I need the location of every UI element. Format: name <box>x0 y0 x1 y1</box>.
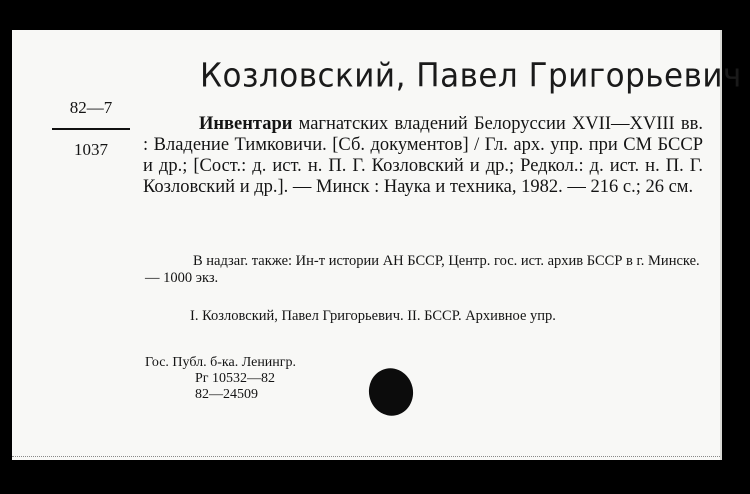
call-number-bottom: 1037 <box>74 140 108 159</box>
holding-library: Гос. Публ. б-ка. Ленингр. <box>145 355 297 370</box>
entry-body: магнатских владений Белоруссии XVII—XVIII вв. : Владение Тимковичи. [Сб. документов] / Гл. арх. упр. при СМ БССР и др.; [Сост.: д. ист. н. П. Г. Козловский и др.; Редкол.: д. ист. н. П. Г. Козловский и др.]. — Минск : Наука и техника, 1982. — 216 с.; 26 см. <box>143 114 703 197</box>
bibliographic-entry <box>143 114 703 198</box>
card-edge-dots <box>12 456 720 459</box>
holding-info <box>145 355 296 403</box>
holding-accession: Рг 10532—82 <box>195 371 276 386</box>
ink-blot <box>365 364 418 420</box>
call-number <box>52 98 130 160</box>
handwritten-heading: Козловский, Павел Григорьевич <box>200 57 742 95</box>
catalog-card <box>12 30 742 460</box>
entry-note: В надзаг. также: Ин-т истории АН БССР, Центр. гос. ист. архив БССР в г. Минске. — 1000 экз. <box>145 253 700 286</box>
holding-number: 82—24509 <box>195 387 258 402</box>
call-number-top: 82—7 <box>69 98 113 117</box>
entry-title: Инвентари <box>199 114 293 134</box>
tracings: I. Козловский, Павел Григорьевич. II. БССР. Архивное упр. <box>190 308 556 324</box>
call-number-divider <box>52 128 130 130</box>
